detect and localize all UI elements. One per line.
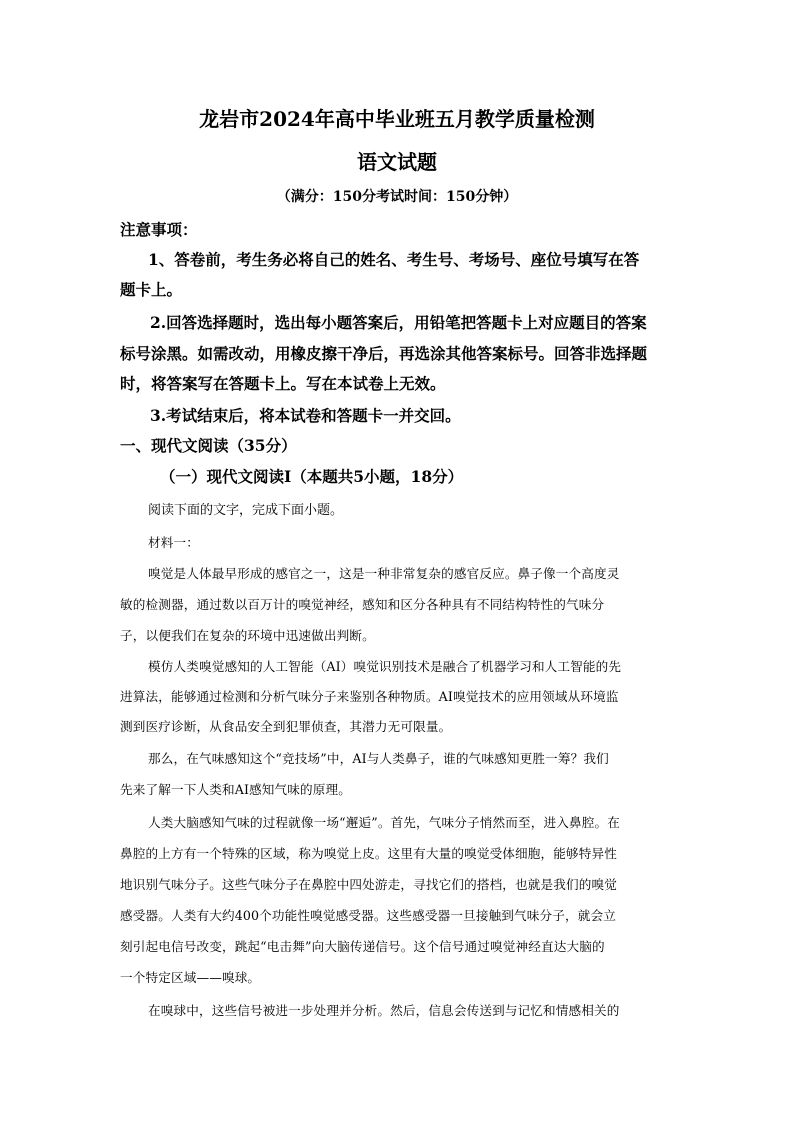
passage-line: 嗅觉是人体最早形成的感官之一，这是一种非常复杂的感官反应。鼻子像一个高度灵 (148, 566, 620, 581)
material-label: 材料一： (148, 535, 199, 550)
exam-subtitle: 语文试题 (357, 150, 437, 174)
notes-line: 时，将答案写在答题卡上。写在本试卷上无效。 (120, 374, 446, 393)
notes-line: 2.回答选择题时，选出每小题答案后，用铅笔把答题卡上对应题目的答案 (150, 313, 647, 332)
notes-line: 3.考试结束后，将本试卷和答题卡一并交回。 (150, 406, 461, 425)
notes-line: 题卡上。 (120, 280, 183, 299)
passage-line: 模仿人类嗅觉感知的人工智能（AI）嗅觉识别技术是融合了机器学习和人工智能的先 (148, 659, 622, 674)
section-heading: 一、现代文阅读（35分） (120, 436, 297, 455)
notes-line: 1、答卷前，考生务必将自己的姓名、考生号、考场号、座位号填写在答 (148, 250, 640, 269)
passage-line: 一个特定区域——嗅球。 (120, 970, 261, 985)
passage-line: 在嗅球中，这些信号被进一步处理并分析。然后，信息会传送到与记忆和情感相关的 (148, 1003, 620, 1018)
section-subheading: （一）现代文阅读Ⅰ（本题共5小题，18分） (160, 467, 464, 486)
passage-line: 刻引起电信号改变，跳起“电击舞”向大脑传递信号。这个信号通过嗅觉神经直达大脑的 (120, 939, 605, 954)
passage-line: 地识别气味分子。这些气味分子在鼻腔中四处游走，寻找它们的搭档，也就是我们的嗅觉 (120, 877, 618, 892)
exam-meta: （满分：150分考试时间：150分钟） (276, 189, 518, 205)
reading-instruction: 阅读下面的文字，完成下面小题。 (148, 503, 344, 518)
exam-title: 龙岩市2024年高中毕业班五月教学质量检测 (199, 107, 595, 131)
passage-line: 那么，在气味感知这个“竞技场”中，AI与人类鼻子，谁的气味感知更胜一筹？我们 (148, 751, 609, 766)
passage-line: 敏的检测器，通过数以百万计的嗅觉神经，感知和区分各种具有不同结构特性的气味分 (120, 597, 605, 612)
passage-line: 子，以便我们在复杂的环境中迅速做出判断。 (120, 628, 375, 643)
passage-line: 测到医疗诊断，从食品安全到犯罪侦查，其潜力无可限量。 (120, 719, 452, 734)
passage-line: 鼻腔的上方有一个特殊的区域，称为嗅觉上皮。这里有大量的嗅觉受体细胞，能够特异性 (120, 846, 618, 861)
notes-line: 标号涂黑。如需改动，用橡皮擦干净后，再选涂其他答案标号。回答非选择题 (120, 344, 648, 363)
passage-line: 感受器。人类有大约400个功能性嗅觉感受器。这些感受器一旦接触到气味分子，就会立 (120, 908, 617, 923)
passage-line: 先来了解一下人类和AI感知气味的原理。 (120, 782, 352, 797)
notes-heading: 注意事项： (120, 220, 198, 239)
passage-line: 人类大脑感知气味的过程就像一场“邂逅”。首先，气味分子悄然而至，进入鼻腔。在 (148, 815, 620, 830)
passage-line: 进算法，能够通过检测和分析气味分子来鉴别各种物质。AI嗅觉技术的应用领域从环境监 (120, 689, 619, 704)
